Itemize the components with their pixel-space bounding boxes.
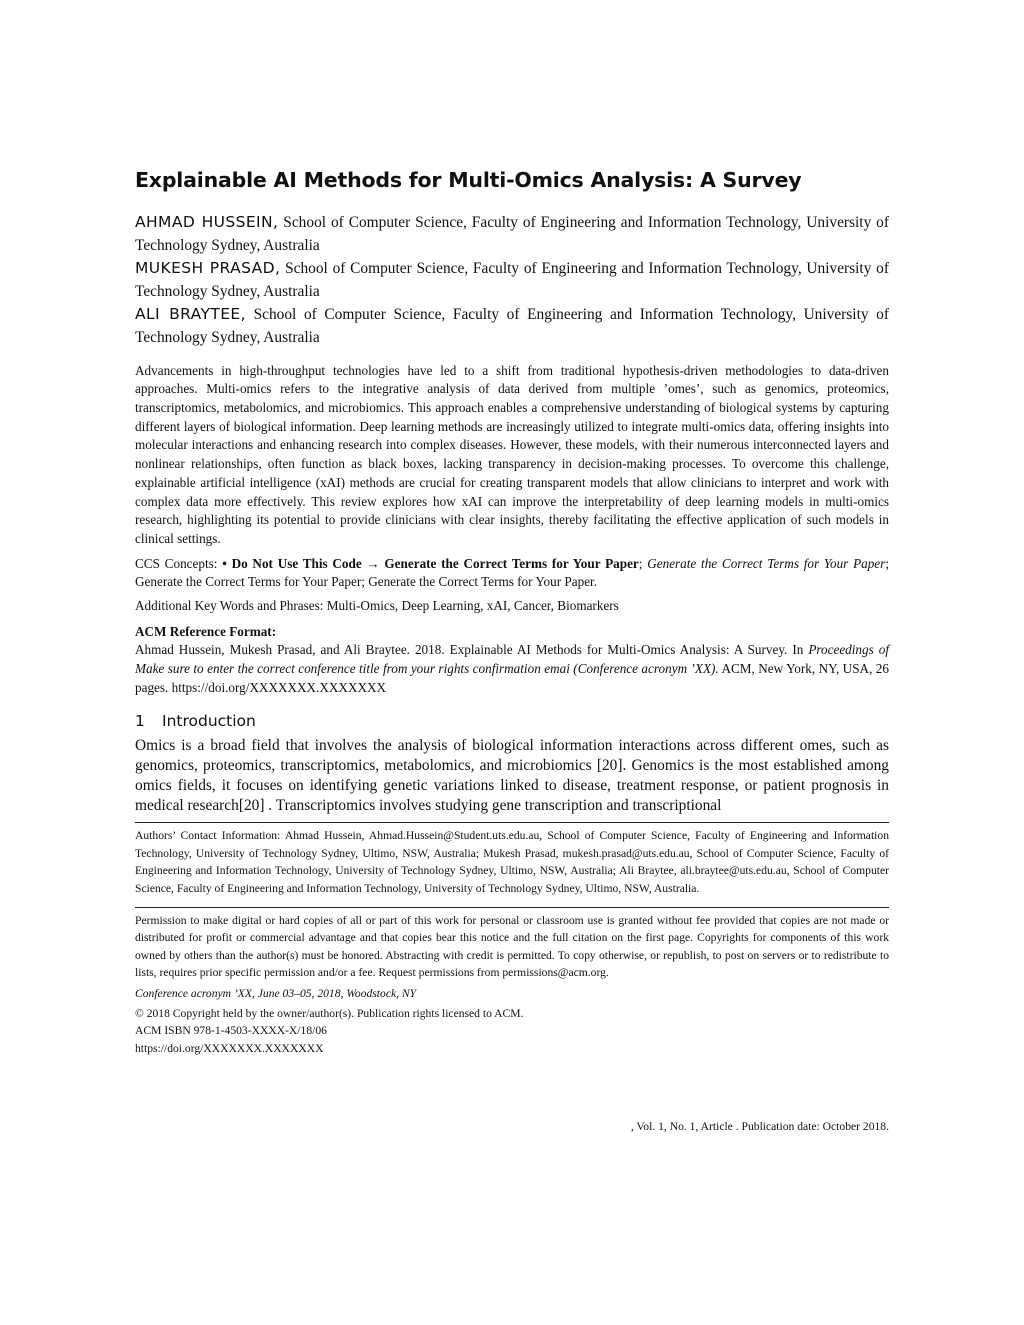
- reference-part2: ACM, New York, NY, USA, 26 pages. https://doi.org/XXXXXXX.XXXXXXX: [135, 661, 889, 695]
- paper-page: [135, 168, 889, 1057]
- abstract: Advancements in high-throughput technologies have led to a shift from traditional hypothesis-driven methodologies to data-driven approaches. Multi-omics refers to the integrative analysis of data derived from multiple ’omes’, such as genomics, proteomics, transcriptomics, metabolomics, and microbiomics. This approach enables a comprehensive understanding of biological systems by capturing different layers of biological information. Deep learning methods are increasingly utilized to integrate multi-omics data, offering insights into molecular interactions and enhancing research into complex diseases. However, these models, with their numerous interconnected layers and nonlinear relationships, often function as black boxes, lacking transparency in decision-making processes. To overcome this challenge, explainable artificial intelligence (xAI) methods are crucial for creating transparent models that allow clinicians to interpret and work with complex data more effectively. This review explores how xAI can improve the interpretability of deep learning models in multi-omics research, highlighting its potential to provide clinicians with clear insights, thereby facilitating the effective application of such models in clinical settings.: [135, 362, 889, 546]
- ccs-separator: ;: [638, 555, 648, 571]
- author-name: MUKESH PRASAD,: [135, 258, 281, 277]
- reference-part1: Ahmad Hussein, Mukesh Prasad, and Ali Braytee. 2018. Explainable AI Methods for Multi-Omics Analysis: A Survey. In: [135, 642, 809, 658]
- permission-notice: Permission to make digital or hard copies of all or part of this work for personal or classroom use is granted without fee provided that copies are not made or distributed for profit or commercial advantage and that copies bear this notice and the full citation on the first page. Copyrights for components of this work owned by others than the author(s) must be honored. Abstracting with credit is permitted. To copy otherwise, or republish, to post on servers or to redistribute to lists, requires prior specific permission and/or a fee. Request permissions from permissions@acm.org.: [135, 913, 889, 980]
- isbn-line: ACM ISBN 978-1-4503-XXXX-X/18/06: [135, 1024, 327, 1038]
- section-number: 1: [135, 711, 145, 730]
- doi-link[interactable]: https://doi.org/XXXXXXX.XXXXXXX: [135, 1041, 324, 1055]
- permission-divider: [135, 907, 889, 908]
- author-affiliation: School of Computer Science, Faculty of Engineering and Information Technology, University of Technology Sydney, Australia: [135, 259, 889, 300]
- ccs-rest: ; Generate the Correct Terms for Your Paper; Generate the Correct Terms for Your Paper.: [135, 555, 889, 590]
- ccs-bullet: •: [222, 555, 232, 571]
- reference-format: [135, 641, 889, 697]
- ccs-bold-term: Do Not Use This Code → Generate the Correct Terms for Your Paper: [231, 555, 639, 571]
- reference-heading: ACM Reference Format:: [135, 623, 277, 639]
- page-footer: , Vol. 1, No. 1, Article . Publication date: October 2018.: [630, 1120, 889, 1133]
- reference-proceedings: Proceedings of Make sure to enter the correct conference title from your rights confirmation emai (Conference acronym ’XX).: [135, 642, 890, 677]
- author-affiliation: School of Computer Science, Faculty of Engineering and Information Technology, University of Technology Sydney, Australia: [135, 213, 890, 254]
- intro-paragraph: Omics is a broad field that involves the analysis of biological information interactions across different omes, such as genomics, proteomics, transcriptomics, metabolomics, and microbiomics [20]. Genomics is the most established among omics fields, it focuses on identifying genetic variations linked to disease, treatment response, or patient prognosis in medical research[20] . Transcriptomics involves studying gene transcription and transcriptional: [135, 736, 889, 815]
- keywords: Additional Key Words and Phrases: Multi-Omics, Deep Learning, xAI, Cancer, Biomarkers: [135, 598, 619, 614]
- paper-title: Explainable AI Methods for Multi-Omics Analysis: A Survey: [135, 168, 802, 192]
- author-name: AHMAD HUSSEIN,: [135, 212, 279, 231]
- author-name: ALI BRAYTEE,: [135, 304, 246, 323]
- section-title: Introduction: [162, 711, 256, 730]
- ccs-concepts: [135, 555, 889, 592]
- author-block: [135, 211, 889, 257]
- author-block: [135, 257, 889, 303]
- section-heading: [135, 710, 889, 732]
- author-affiliation: School of Computer Science, Faculty of Engineering and Information Technology, University of Technology Sydney, Australia: [135, 305, 889, 346]
- author-contact-info: Authors’ Contact Information: Ahmad Hussein, Ahmad.Hussein@Student.uts.edu.au, School of Computer Science, Faculty of Engineering and Information Technology, University of Technology Sydney, Ultimo, NSW, Australia; Mukesh Prasad, mukesh.prasad@uts.edu.au, School of Computer Science, Faculty of Engineering and Information Technology, University of Technology Sydney, Ultimo, NSW, Australia; Ali Braytee, ali.braytee@uts.edu.au, School of Computer Science, Faculty of Engineering and Information Technology, University of Technology Sydney, Ultimo, NSW, Australia.: [135, 829, 889, 895]
- ccs-label: CCS Concepts:: [135, 555, 223, 571]
- author-block: [135, 303, 889, 349]
- copyright-line: © 2018 Copyright held by the owner/author(s). Publication rights licensed to ACM.: [135, 1007, 524, 1021]
- ccs-italic-term: Generate the Correct Terms for Your Paper: [647, 555, 886, 571]
- footnote-divider: [135, 822, 889, 823]
- conference-line: Conference acronym ’XX, June 03–05, 2018, Woodstock, NY: [135, 986, 417, 1000]
